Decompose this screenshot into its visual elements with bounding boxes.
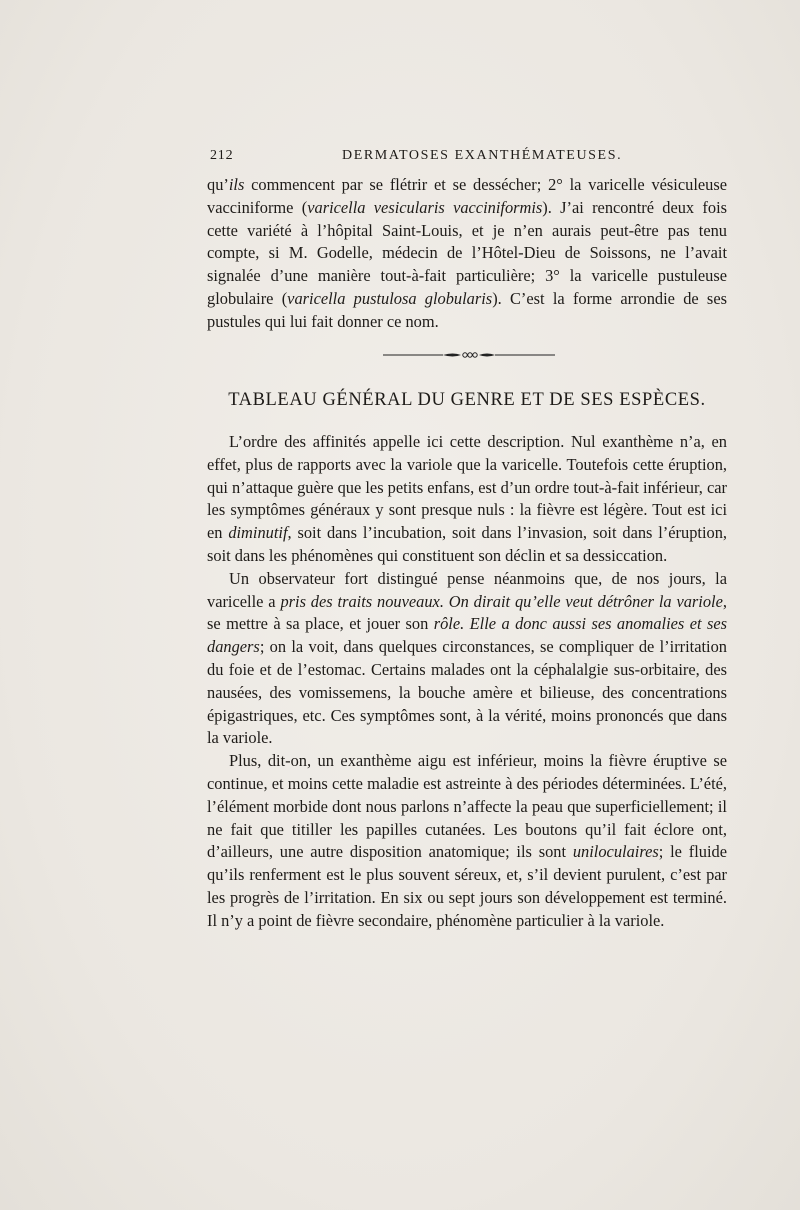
intro-italic-1: ils xyxy=(228,175,245,194)
para3-italic: uniloculaires xyxy=(572,842,659,862)
page-header xyxy=(210,148,725,170)
para2-italic-2: rôle. Elle a donc aussi ses anomalies et ses dangers xyxy=(207,614,727,657)
section-divider-ornament xyxy=(383,350,555,360)
para2-italic-1: pris des traits nouveaux. On dirait qu’elle veut détrôner la variole xyxy=(280,591,723,611)
para3-text-b: ; le fluide qu’ils renferment est le plus souvent séreux, et, s’il devient purulent, c’est par les progrès de l’irritation. En six ou sept jours son développement est terminé. Il n’y a point de fièvre secondaire, phénomène particulier à la variole. xyxy=(207,842,727,930)
section-title: TABLEAU GÉNÉRAL DU GENRE ET DE SES ESPÈCES. xyxy=(228,390,706,410)
para1-text-b: , soit dans l’incubation, soit dans l’invasion, soit dans l’éruption, soit dans les phénomènes qui constituent son déclin et sa dessiccation. xyxy=(207,523,727,565)
intro-text-1: qu’ xyxy=(207,175,229,194)
body-text xyxy=(207,431,727,933)
paragraph-2 xyxy=(207,568,727,750)
paragraph-3 xyxy=(207,750,727,932)
para2-text-c: ; on la voit, dans quelques circonstances, se compliquer de l’irritation du foie et de l’estomac. Certains malades ont la céphalalgie sus-orbitaire, des nausées, des vomissemens, la bouche amère et bilieuse, des concentrations épigastriques, etc. Ces symptômes sont, à la vérité, moins prononcés que dans la variole. xyxy=(207,637,727,748)
paragraph-1 xyxy=(207,431,727,568)
para2-text-a: Un observateur fort distingué pense néanmoins que, de nos jours, la varicelle a xyxy=(207,568,727,611)
intro-paragraph xyxy=(207,174,727,334)
running-head: DERMATOSES EXANTHÉMATEUSES. xyxy=(342,148,623,163)
para2-text-b: , se mettre à sa place, et jouer son xyxy=(207,591,727,634)
para1-text-a: L’ordre des affinités appelle ici cette description. Nul exanthème n’a, en effet, plus de rapports avec la variole que la varicelle. Toutefois cette éruption, qui n’attaque guère que les petits enfans, est d’un ordre tout-à-fait inférieur, car les symptômes généraux y sont presque nuls : la fièvre est légère. Tout est ici en xyxy=(207,432,727,543)
intro-text-3: ). J’ai rencontré deux fois cette variété à l’hôpital Saint-Louis, et je n’en aurais peut-être pas tenu compte, si M. Godelle, médecin de l’Hôtel-Dieu de Soissons, ne l’avait signalée d’une manière tout-à-fait particulière; 3° la varicelle pustuleuse globulaire ( xyxy=(207,197,728,308)
para3-text-a: Plus, dit-on, un exanthème aigu est inférieur, moins la fièvre éruptive se continue, et moins cette maladie est astreinte à des périodes déterminées. L’été, l’élément morbide dont nous parlons n’affecte la peau que superficiellement; il ne fait que titiller les papilles cutanées. Les boutons qu’il fait éclore ont, d’ailleurs, une autre disposition anatomique; ils sont xyxy=(207,751,727,862)
intro-text-4: ). C’est la forme arrondie de ses pustules qui lui fait donner ce nom. xyxy=(207,288,727,331)
page-number: 212 xyxy=(210,148,234,163)
intro-italic-2: varicella vesicularis vacciniformis xyxy=(307,197,543,217)
intro-italic-3: varicella pustulosa globularis xyxy=(287,288,493,308)
para1-italic: diminutif xyxy=(228,523,288,543)
intro-text-2: commencent par se flétrir et se dessécher; 2° la varicelle vésiculeuse vacciniforme ( xyxy=(207,175,727,217)
intro-paragraph-block xyxy=(207,174,727,334)
